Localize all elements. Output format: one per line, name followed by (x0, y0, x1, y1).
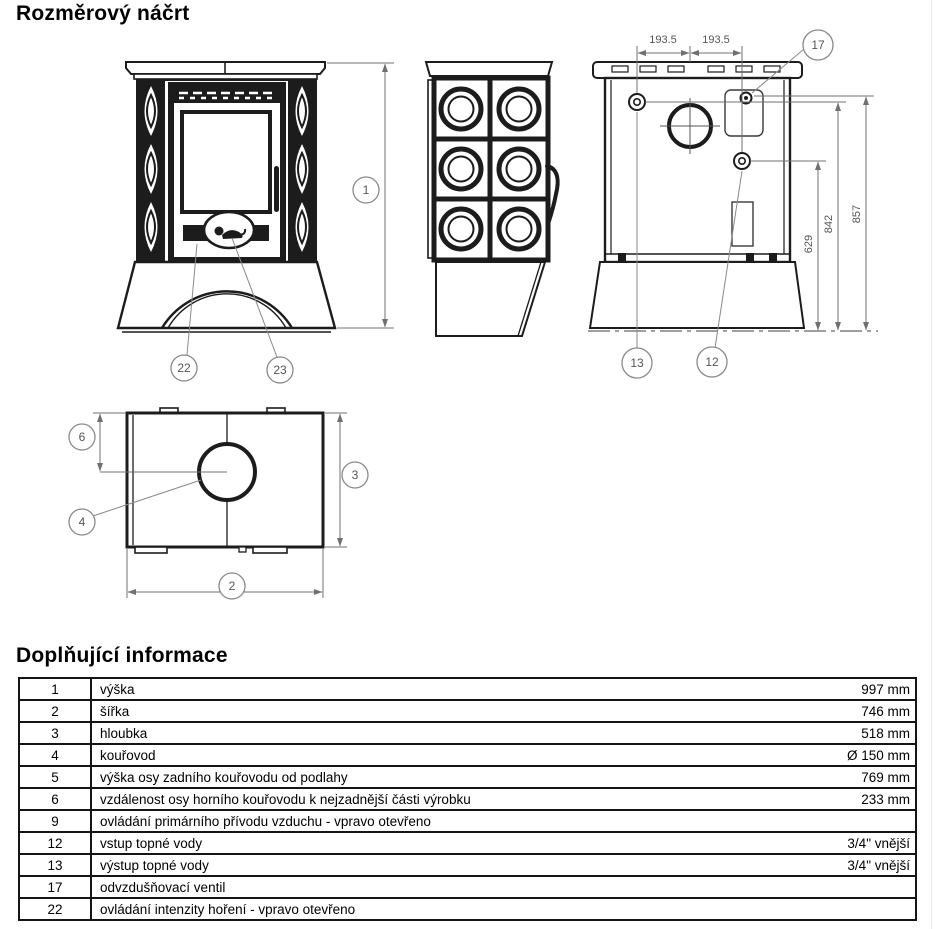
row-label: kouřovod (91, 744, 752, 766)
table-row (19, 678, 916, 700)
row-value (752, 810, 916, 832)
svg-text:22: 22 (177, 361, 191, 375)
svg-text:2: 2 (228, 579, 236, 593)
table-row (19, 810, 916, 832)
svg-text:6: 6 (78, 430, 86, 444)
callout-1 (353, 177, 379, 203)
row-label: vzdálenost osy horního kouřovodu k nejzadnější části výrobku (91, 788, 752, 810)
row-number: 1 (19, 678, 91, 700)
vent-valve-panel (725, 90, 763, 136)
row-label: hloubka (91, 722, 752, 744)
row-value (752, 876, 916, 898)
table-row (19, 722, 916, 744)
svg-text:4: 4 (78, 515, 86, 529)
row-value: 518 mm (752, 722, 916, 744)
svg-text:3: 3 (351, 468, 359, 482)
stove-rear-view-drawing (588, 26, 937, 384)
table-row (19, 788, 916, 810)
row-number: 2 (19, 700, 91, 722)
table-row (19, 876, 916, 898)
row-value: 233 mm (752, 788, 916, 810)
row-label: šířka (91, 700, 752, 722)
door-handle (274, 166, 279, 212)
row-number: 6 (19, 788, 91, 810)
row-label: ovládání primárního přívodu vzduchu - vpravo otevřeno (91, 810, 752, 832)
stove-front-view-drawing (78, 38, 410, 390)
rear-base (590, 262, 804, 328)
table-row (19, 700, 916, 722)
width-dimension (127, 549, 323, 599)
svg-text:23: 23 (273, 363, 287, 377)
svg-text:629: 629 (803, 234, 815, 254)
row-label: odvzdušňovací ventil (91, 876, 752, 898)
row-value: Ø 150 mm (752, 744, 916, 766)
row-number: 9 (19, 810, 91, 832)
table-row (19, 898, 916, 920)
door-glass (182, 112, 270, 212)
row-value: 997 mm (752, 678, 916, 700)
svg-text:1: 1 (362, 183, 370, 197)
row-number: 22 (19, 898, 91, 920)
lower-cover-plate (732, 202, 753, 246)
table-row (19, 766, 916, 788)
stove-side-view-drawing (420, 50, 570, 342)
svg-text:13: 13 (630, 356, 644, 370)
side-base (436, 262, 545, 336)
row-value: 746 mm (752, 700, 916, 722)
page-right-edge (931, 0, 932, 929)
svg-text:193.5: 193.5 (702, 34, 730, 46)
row-label: vstup topné vody (91, 832, 752, 854)
side-cornice (426, 62, 552, 76)
svg-text:193.5: 193.5 (649, 34, 677, 46)
row-number: 13 (19, 854, 91, 876)
stove-top-view-drawing (55, 395, 400, 615)
svg-text:842: 842 (823, 214, 835, 234)
table-row (19, 854, 916, 876)
rear-top-plate (593, 62, 802, 78)
stove-base (118, 262, 335, 332)
row-number: 3 (19, 722, 91, 744)
side-tile-grid (434, 78, 548, 260)
row-number: 12 (19, 832, 91, 854)
drawing-section-title: Rozměrový náčrt (16, 2, 190, 25)
tile-column-left (137, 80, 165, 262)
svg-text:12: 12 (705, 355, 719, 369)
row-label: výstup topné vody (91, 854, 752, 876)
row-number: 4 (19, 744, 91, 766)
svg-text:857: 857 (851, 204, 863, 224)
cat-emblem (204, 212, 254, 248)
stove-door (171, 85, 283, 260)
tile-column-right (288, 80, 316, 262)
supplementary-info-table (18, 677, 917, 921)
row-label: ovládání intenzity hoření - vpravo otevřeno (91, 898, 752, 920)
row-label: výška (91, 678, 752, 700)
table-row (19, 832, 916, 854)
svg-text:17: 17 (811, 38, 825, 52)
stove-top-cornice (126, 62, 325, 79)
row-value (752, 898, 916, 920)
row-value: 3/4" vnější (752, 854, 916, 876)
info-section-title: Doplňující informace (16, 644, 228, 667)
row-value: 3/4" vnější (752, 832, 916, 854)
depth-dimension (325, 413, 368, 547)
row-number: 17 (19, 876, 91, 898)
row-value: 769 mm (752, 766, 916, 788)
row-number: 5 (19, 766, 91, 788)
row-label: výška osy zadního kouřovodu od podlahy (91, 766, 752, 788)
door-top-grill (174, 88, 280, 103)
table-row (19, 744, 916, 766)
